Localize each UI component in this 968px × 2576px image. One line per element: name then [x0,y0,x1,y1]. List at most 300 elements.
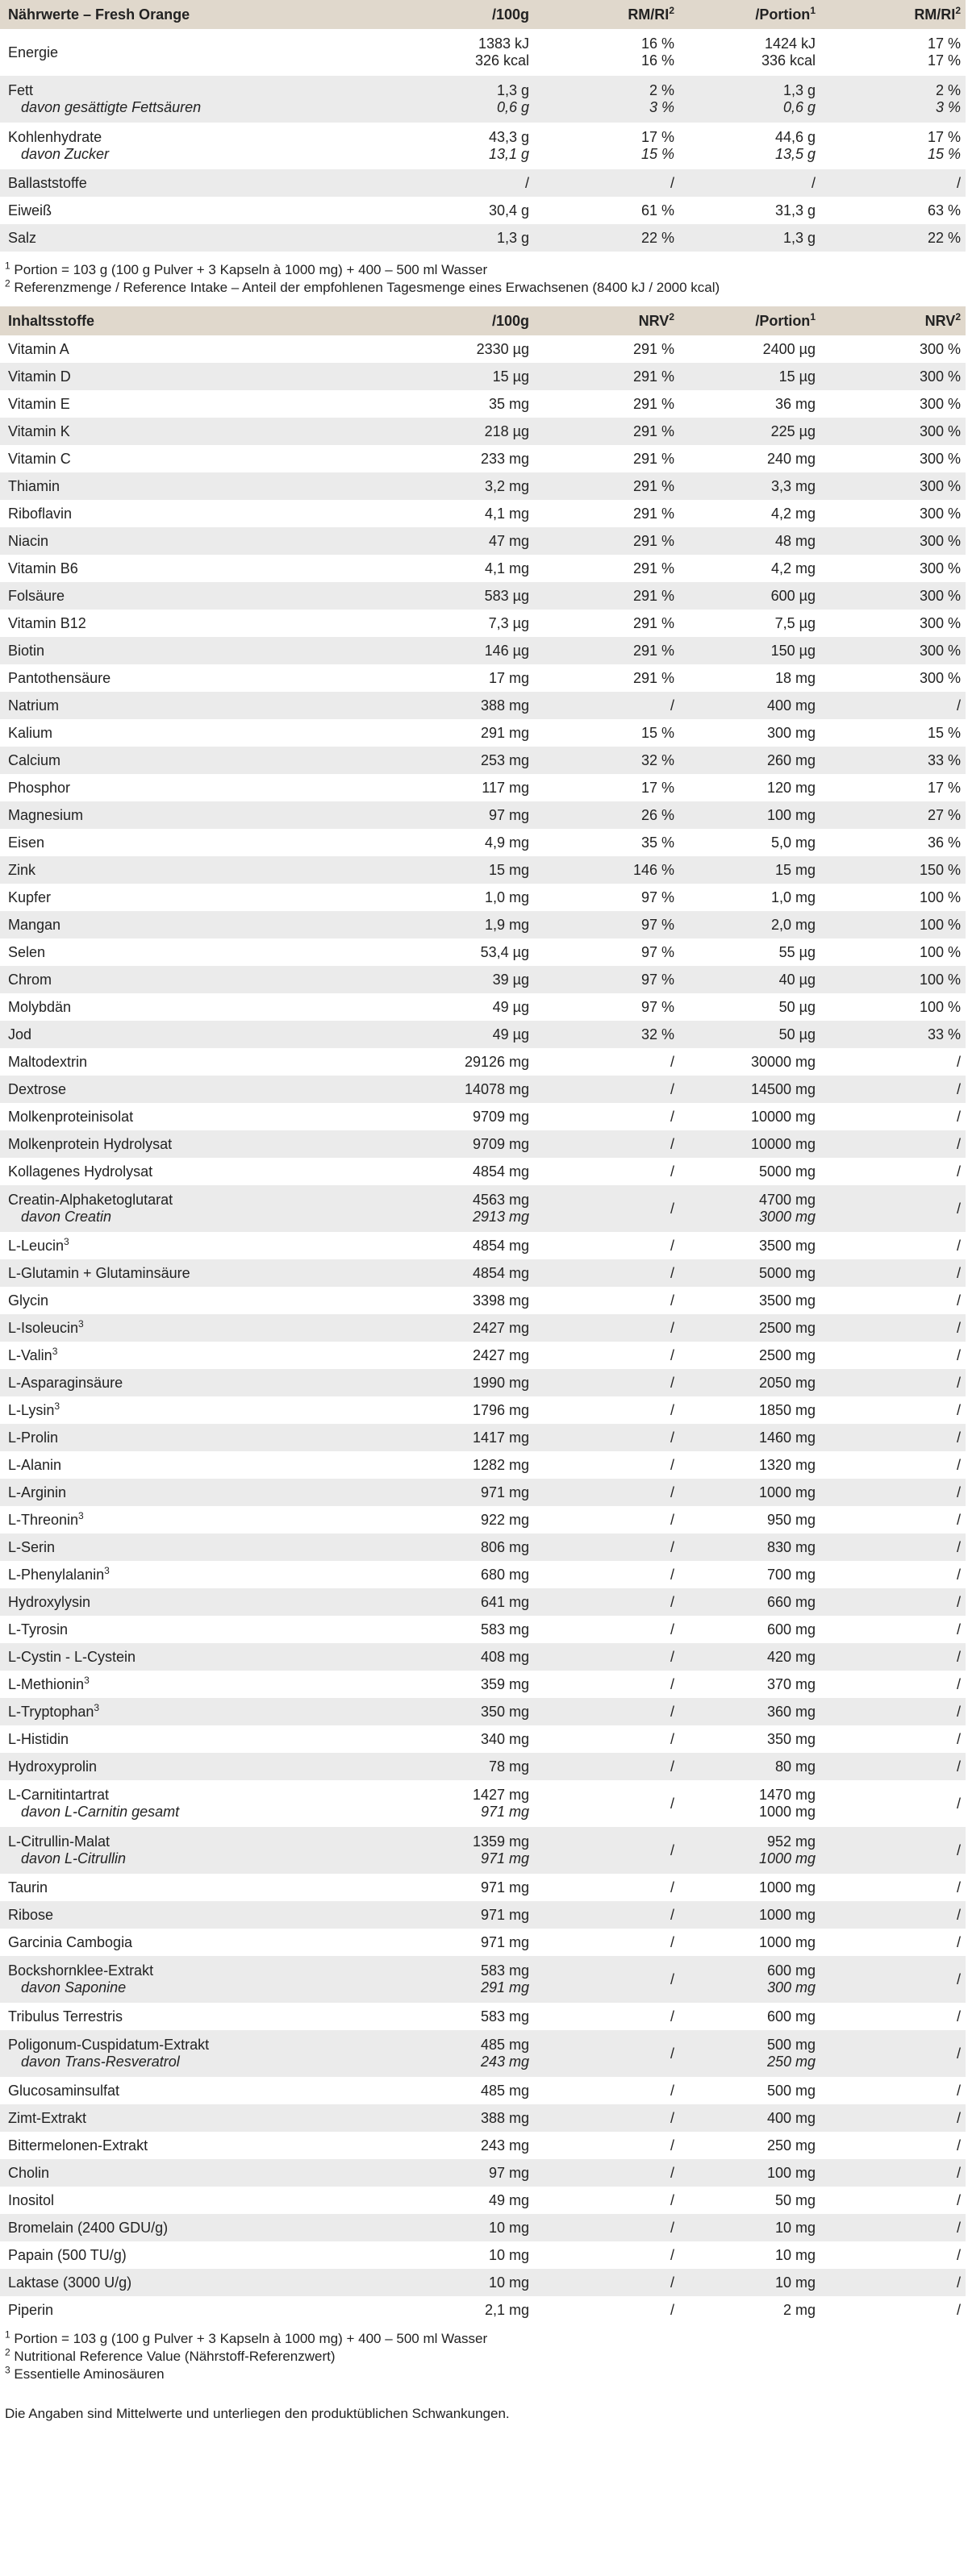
ingredients-row-name [0,664,274,692]
ingredients-row-per100-main: 971 mg [480,1906,529,1923]
ingredients-row-per100-main: 4563 mg [472,1192,529,1208]
ingredients-row-nrv2-main: / [956,1795,961,1812]
footnote-text: Portion = 103 g (100 g Pulver + 3 Kapseln à 1000 mg) + 400 – 500 ml Wasser [14,262,488,277]
ingredients-row-nrv2-main: / [956,1758,961,1775]
ingredients-row [0,1901,966,1929]
row-name-label: Pantothensäure [8,669,111,686]
ingredients-row-nrv2-main: 100 % [919,916,961,933]
ingredients-row-portion-main: 1000 mg [758,1906,816,1923]
ingredients-row-per100 [274,1076,534,1103]
ingredients-row-nrv2-main: / [956,1237,961,1254]
ingredients-row-nrv2 [820,363,966,390]
ingredients-row-nrv2 [820,2077,966,2104]
ingredients-row-portion-main: 48 mg [774,532,816,549]
ingredients-row-nrv1-main: 97 % [640,888,674,905]
ingredients-row-nrv1 [534,390,679,418]
ingredients-row-nrv2-main: 100 % [919,943,961,960]
ingredients-row-per100-main: 971 mg [480,1484,529,1500]
ingredients-row-nrv1-main: / [670,2164,674,2181]
ingredients-row-nrv1 [534,747,679,774]
ingredients-row-nrv1 [534,1780,679,1827]
nutrition-row-per100 [274,169,534,197]
ingredients-row-name [0,774,274,801]
ingredients-row-portion [679,1698,820,1725]
ingredients-row-nrv2-main: / [956,1429,961,1446]
ingredients-row-nrv1-main: / [670,1401,674,1418]
ingredients-row [0,610,966,637]
ingredients-row-per100 [274,363,534,390]
ingredients-row-nrv2-main: / [956,1319,961,1336]
nutrition-row-name [0,197,274,224]
row-name-footnote-mark: 3 [94,1701,100,1713]
ingredients-row-nrv1-main: / [670,1511,674,1528]
ingredients-row-nrv1 [534,774,679,801]
ingredients-row-per100-main: 485 mg [480,2037,529,2053]
nutrition-row-name [0,123,274,169]
row-name-footnote-mark: 3 [78,1509,84,1521]
ingredients-row-portion [679,884,820,911]
ingredients-row [0,2269,966,2296]
footnote-text: Essentielle Aminosäuren [14,2366,165,2382]
ingredients-row-nrv2-main: 27 % [927,806,961,823]
ingredients-row-nrv2-main: / [956,2301,961,2318]
row-name-label: Zink [8,861,36,878]
nutrition-row-portion [679,197,820,224]
ingredients-row-name [0,884,274,911]
footnote [0,2348,966,2366]
nutrition-row-per100-main: 43,3 g [488,129,529,145]
ingredients-row-nrv1-main: 146 % [632,861,674,878]
ingredients-row [0,938,966,966]
nutrition-row-ri1-sub: 16 % [640,52,674,69]
ingredients-row-nrv1 [534,363,679,390]
ingredients-row-per100-main: 233 mg [480,450,529,467]
ingredients-row-portion [679,1424,820,1451]
ingredients-row-nrv2 [820,1076,966,1103]
ingredients-row-nrv2-main: / [956,1841,961,1858]
ingredients-row-nrv2 [820,1534,966,1561]
ingredients-row-per100 [274,993,534,1021]
ingredients-row [0,801,966,829]
footnote-mark: 1 [5,2328,10,2341]
ingredients-row-nrv2 [820,1698,966,1725]
ingredients-row-per100 [274,1396,534,1424]
ingredients-row-per100 [274,1424,534,1451]
ingredients-table [0,306,966,2324]
ingredients-row-portion-main: 225 µg [770,422,816,439]
ingredients-row-portion [679,2159,820,2187]
ingredients-row-nrv1 [534,692,679,719]
ingredients-row [0,1534,966,1561]
ingredients-row-name [0,527,274,555]
nutrition-row-ri1-main: / [670,174,674,191]
ingredients-row-nrv2 [820,1479,966,1506]
ingredients-row-per100 [274,1561,534,1588]
row-name-label: Biotin [8,642,45,659]
row-name-label: L-Alanin [8,1456,62,1473]
ingredients-row-nrv2-main: / [956,2045,961,2062]
ingredients-row-nrv1 [534,2214,679,2241]
ingredients-row-nrv1-main: 291 % [632,669,674,686]
ingredients-row-portion-main: 600 µg [770,587,816,604]
ingredients-row-portion-main: 830 mg [766,1538,816,1555]
ingredients-row-nrv1 [534,1232,679,1259]
ingredients-row-name [0,829,274,856]
footnote-text: Nutritional Reference Value (Nährstoff-Referenzwert) [14,2349,336,2364]
ingredients-row-name [0,1396,274,1424]
ingredients-header-row [0,306,966,335]
nutrition-row-per100-sub: 13,1 g [488,146,529,162]
nutrition-row [0,197,966,224]
ingredients-row-portion [679,1929,820,1956]
row-name-label: Thiamin [8,477,60,494]
ingredients-row-nrv2-main: / [956,1593,961,1610]
ingredients-row-nrv2 [820,1874,966,1901]
ingredients-row-name [0,1534,274,1561]
ingredients-row-portion-main: 1,0 mg [770,888,816,905]
ingredients-row-portion-main: 10 mg [774,2219,816,2236]
ingredients-row-name [0,1506,274,1534]
ingredients-row-nrv2-main: 300 % [919,450,961,467]
ingredients-row [0,993,966,1021]
ingredients-row-nrv1 [534,1929,679,1956]
ingredients-row-per100 [274,1369,534,1396]
nutrition-row-ri2-main: / [956,174,961,191]
ingredients-row-nrv1-main: / [670,1841,674,1858]
ingredients-row-portion-main: 660 mg [766,1593,816,1610]
row-name-label: Zimt-Extrakt [8,2109,86,2126]
ingredients-row-nrv2 [820,1287,966,1314]
ingredients-row-nrv2-main: 100 % [919,971,961,988]
ingredients-row-portion [679,445,820,472]
ingredients-row-portion [679,2187,820,2214]
row-name-label: L-Serin [8,1538,56,1555]
ingredients-row-nrv2 [820,911,966,938]
nutrition-row-per100-main: 1383 kJ [478,35,529,52]
ingredients-row [0,774,966,801]
ingredients-row-nrv1 [534,1076,679,1103]
ingredients-row-nrv1-main: / [670,1970,674,1987]
ingredients-row-nrv2 [820,1451,966,1479]
ingredients-row-portion [679,1232,820,1259]
ingredients-row-name [0,445,274,472]
ingredients-row-nrv2 [820,966,966,993]
ingredients-row-nrv2 [820,938,966,966]
nutrition-row-ri1 [534,169,679,197]
ingredients-row [0,1369,966,1396]
ingredients-row-name [0,993,274,1021]
ingredients-row-per100 [274,2159,534,2187]
nutrition-row-ri2 [820,29,966,76]
nutrition-row-ri1-main: 17 % [640,129,674,145]
nutrition-table [0,0,966,252]
ingredients-row-per100-main: 15 mg [488,861,529,878]
nutrition-row [0,76,966,123]
ingredients-row-nrv2 [820,1342,966,1369]
ingredients-row-portion [679,1130,820,1158]
ingredients-row-nrv2 [820,1827,966,1874]
ingredients-row-per100-main: 359 mg [480,1675,529,1692]
ingredients-row-nrv2 [820,1588,966,1616]
ingredients-row-nrv1 [534,911,679,938]
ingredients-row-nrv1-main: / [670,1292,674,1309]
ingredients-row-per100-main: 291 mg [480,724,529,741]
ingredients-row [0,1588,966,1616]
ingredients-row-portion-sub: 1000 mg [758,1850,816,1866]
row-name-label: Eisen [8,834,45,851]
nutrition-row-name [0,76,274,123]
ingredients-row-portion-main: 18 mg [774,669,816,686]
ingredients-row-portion-main: 50 µg [778,1026,816,1042]
ingredients-row-portion-main: 100 mg [766,806,816,823]
ingredients-row-portion [679,582,820,610]
ingredients-header-per100: /100g [274,306,534,335]
ingredients-row-per100 [274,1588,534,1616]
ingredients-row-portion [679,500,820,527]
ingredients-row-portion-main: 500 mg [766,2082,816,2099]
ingredients-row-portion-main: 950 mg [766,1511,816,1528]
ingredients-row-nrv1-main: 291 % [632,642,674,659]
ingredients-row-portion-main: 350 mg [766,1730,816,1747]
ingredients-row-name [0,582,274,610]
nutrition-row-name [0,224,274,252]
row-name-label: Energie [8,44,59,60]
ingredients-row-per100-main: 9709 mg [472,1135,529,1152]
ingredients-row-nrv1 [534,1130,679,1158]
ingredients-row-nrv1 [534,1725,679,1753]
row-name-footnote-mark: 3 [52,1345,58,1357]
ingredients-row-portion [679,719,820,747]
ingredients-row [0,390,966,418]
ingredients-row-per100-main: 49 mg [488,2191,529,2208]
nutrition-row-ri2-main: 17 % [927,35,961,52]
ingredients-row-nrv1-main: / [670,1456,674,1473]
nutrition-row-per100-main: 1,3 g [496,229,529,246]
row-name-label: Hydroxylysin [8,1593,91,1610]
ingredients-row-portion [679,938,820,966]
ingredients-row-nrv2 [820,1616,966,1643]
ingredients-row-name [0,1616,274,1643]
ingredients-row-per100-main: 1417 mg [472,1429,529,1446]
ingredients-row-name [0,2187,274,2214]
ingredients-row-nrv1 [534,2269,679,2296]
ingredients-row-name [0,637,274,664]
ingredients-row-per100-sub: 971 mg [480,1850,529,1866]
ingredients-row-nrv2 [820,555,966,582]
ingredients-row-portion [679,1725,820,1753]
row-sub-label: davon L-Citrullin [21,1850,127,1866]
nutrition-header-row [0,0,966,29]
ingredients-row-portion-main: 120 mg [766,779,816,796]
ingredients-row-portion-main: 80 mg [774,1758,816,1775]
ingredients-row-nrv2 [820,993,966,1021]
ingredients-row-nrv2 [820,2003,966,2030]
row-name-label: Ballaststoffe [8,174,87,191]
row-name-label: L-Leucin [8,1237,65,1254]
ingredients-row-per100-main: 29126 mg [464,1053,529,1070]
ingredients-row-nrv2 [820,1643,966,1671]
nutrition-row-ri2 [820,169,966,197]
ingredients-row-nrv2-main: / [956,1401,961,1418]
ingredients-row [0,1021,966,1048]
ingredients-row-nrv2-main: / [956,697,961,714]
ingredients-row-per100 [274,1451,534,1479]
row-name-label: Cholin [8,2164,50,2181]
ingredients-row-name [0,747,274,774]
ingredients-row-portion-main: 400 mg [766,697,816,714]
ingredients-row-nrv1-main: / [670,1429,674,1446]
row-name-label: L-Methionin [8,1675,85,1692]
ingredients-row-nrv2 [820,801,966,829]
ingredients-row-per100 [274,1671,534,1698]
ingredients-row-per100 [274,2241,534,2269]
ingredients-row-portion-main: 1000 mg [758,1879,816,1896]
ingredients-row-nrv2-main: 300 % [919,587,961,604]
ingredients-row-nrv2-main: / [956,1648,961,1665]
row-name-label: Salz [8,229,37,246]
ingredients-row-per100 [274,527,534,555]
ingredients-row-nrv1 [534,418,679,445]
ingredients-row-name [0,610,274,637]
ingredients-row-portion [679,1342,820,1369]
ingredients-row [0,1780,966,1827]
nutrition-row-per100 [274,123,534,169]
nutrition-header-ri2: $RM/RI^2$ [820,0,966,29]
ingredients-header-nrv2: NRV$^2$ [820,306,966,335]
ingredients-row-portion [679,555,820,582]
ingredients-row [0,664,966,692]
ingredients-row [0,911,966,938]
row-name-label: Fett [8,82,34,98]
ingredients-row-portion-main: 30000 mg [750,1053,816,1070]
ingredients-row-nrv2-main: / [956,1264,961,1281]
row-name-label: Poligonum-Cuspidatum-Extrakt [8,2037,210,2053]
ingredients-row-portion [679,1259,820,1287]
ingredients-row-nrv1-main: 26 % [640,806,674,823]
row-name-label: L-Tryptophan [8,1703,94,1720]
ingredients-row-nrv2-main: / [956,1163,961,1180]
ingredients-row [0,2214,966,2241]
ingredients-row-nrv2 [820,2187,966,2214]
ingredients-row-nrv2 [820,884,966,911]
ingredients-row-name [0,1314,274,1342]
ingredients-row-name [0,2132,274,2159]
ingredients-row [0,1929,966,1956]
row-name-label: Vitamin B6 [8,560,78,576]
nutrition-row-portion-main: / [811,174,816,191]
ingredients-row-nrv2-main: / [956,2219,961,2236]
disclaimer-note: Die Angaben sind Mittelwerte und unterliegen den produktüblichen Schwankungen. [5,2406,510,2421]
ingredients-row-nrv2 [820,747,966,774]
ingredients-row-portion [679,2030,820,2077]
ingredients-row-nrv2-main: / [956,1346,961,1363]
ingredients-row [0,1725,966,1753]
ingredients-row-name [0,418,274,445]
ingredients-row-nrv1 [534,1901,679,1929]
ingredients-row-name [0,2159,274,2187]
ingredients-row [0,1287,966,1314]
ingredients-row-nrv1-main: 291 % [632,368,674,385]
row-name-label: Creatin-Alphaketoglutarat [8,1192,173,1208]
ingredients-row-portion-main: 400 mg [766,2109,816,2126]
ingredients-row-per100 [274,1185,534,1232]
nutrition-row-per100 [274,29,534,76]
ingredients-row-portion [679,418,820,445]
ingredients-row-nrv2 [820,1396,966,1424]
ingredients-row-portion-main: 1470 mg [758,1787,816,1803]
nutrition-row-ri1-main: 22 % [640,229,674,246]
ingredients-row-name [0,1048,274,1076]
ingredients-row-per100 [274,856,534,884]
ingredients-row-per100 [274,1259,534,1287]
nutrition-row-ri1 [534,224,679,252]
row-name-label: Garcinia Cambogia [8,1933,133,1950]
ingredients-row-nrv1 [534,993,679,1021]
row-sub-label: davon Saponine [21,1979,127,1995]
ingredients-row-per100-main: 39 µg [492,971,529,988]
ingredients-row-per100 [274,1698,534,1725]
row-name-label: Riboflavin [8,505,73,522]
ingredients-row-portion-main: 10000 mg [750,1108,816,1125]
ingredients-row-nrv1-main: / [670,2008,674,2025]
ingredients-row [0,363,966,390]
ingredients-row [0,527,966,555]
nutrition-row-name [0,169,274,197]
ingredients-row-portion [679,1451,820,1479]
ingredients-row-nrv1 [534,1616,679,1643]
ingredients-row [0,856,966,884]
row-name-label: L-Cystin - L-Cystein [8,1648,136,1665]
ingredients-row-name [0,2104,274,2132]
ingredients-row-per100 [274,1874,534,1901]
ingredients-row-nrv2-main: 300 % [919,614,961,631]
ingredients-row-name [0,1725,274,1753]
row-name-label: L-Lysin [8,1401,55,1418]
ingredients-row-nrv1-main: 97 % [640,971,674,988]
row-name-label: Bromelain (2400 GDU/g) [8,2219,169,2236]
ingredients-row-name [0,500,274,527]
ingredients-row-nrv1 [534,829,679,856]
ingredients-row-per100-main: 583 µg [484,587,529,604]
row-name-label: Maltodextrin [8,1053,88,1070]
ingredients-row-per100 [274,884,534,911]
ingredients-row-nrv1-main: / [670,1108,674,1125]
ingredients-row [0,1314,966,1342]
ingredients-row-per100 [274,1827,534,1874]
ingredients-row-nrv2 [820,1259,966,1287]
ingredients-row-per100 [274,2132,534,2159]
ingredients-row-per100-main: 146 µg [484,642,529,659]
ingredients-row-nrv2 [820,2132,966,2159]
ingredients-row-name [0,1021,274,1048]
row-name-label: Laktase (3000 U/g) [8,2274,132,2291]
ingredients-row-nrv1 [534,1048,679,1076]
ingredients-row-nrv2-main: 100 % [919,888,961,905]
ingredients-row-name [0,1561,274,1588]
ingredients-row-portion-main: 2 mg [782,2301,816,2318]
ingredients-row [0,829,966,856]
ingredients-row-nrv2 [820,1506,966,1534]
ingredients-row-nrv1 [534,472,679,500]
nutrition-row-ri2-main: 63 % [927,202,961,218]
ingredients-row-per100-main: 2330 µg [476,340,529,357]
ingredients-row-portion [679,856,820,884]
ingredients-row-nrv1-main: / [670,1879,674,1896]
ingredients-row-portion-main: 10 mg [774,2274,816,2291]
ingredients-row-nrv1-main: / [670,1484,674,1500]
ingredients-row-per100-main: 7,3 µg [488,614,529,631]
ingredients-row-nrv2 [820,500,966,527]
